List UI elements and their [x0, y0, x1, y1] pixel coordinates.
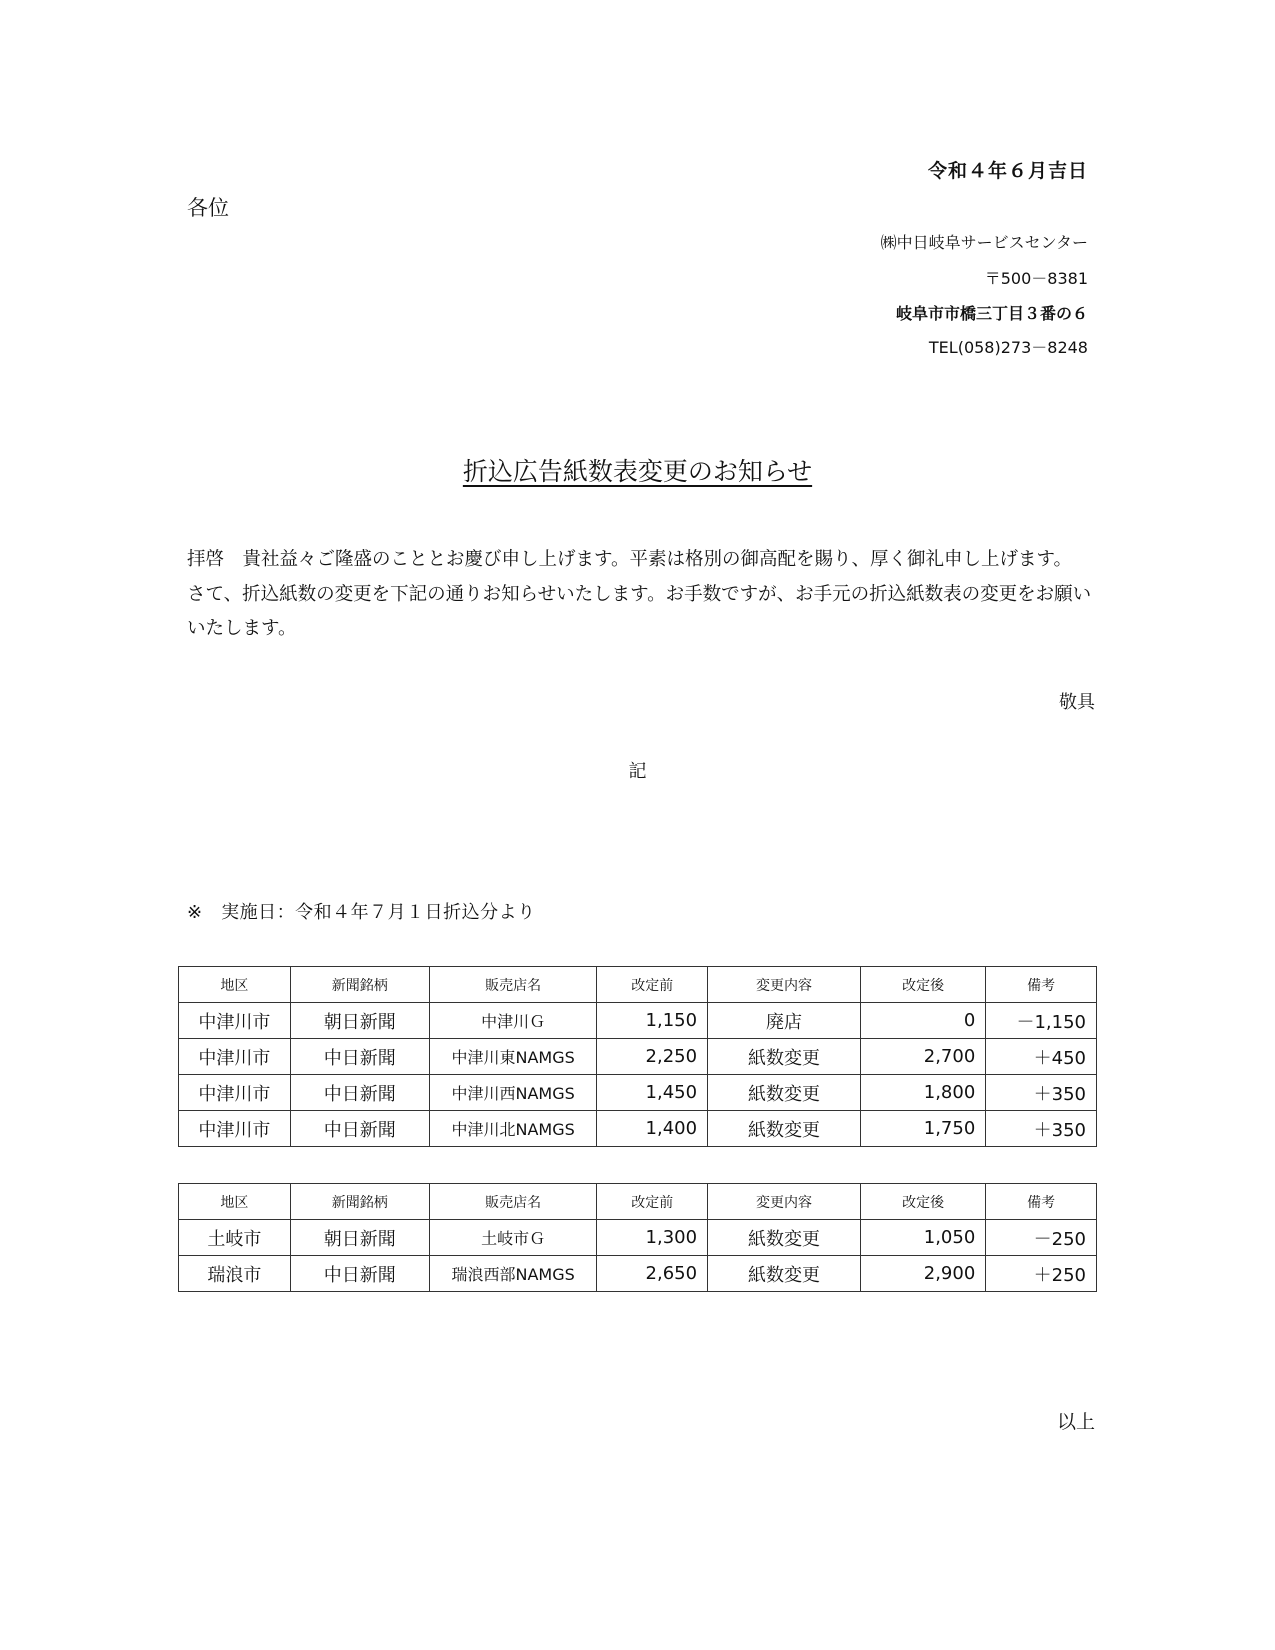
- header-store: 販売店名: [429, 967, 597, 1003]
- cell-store: 瑞浪西部NAMGS: [429, 1256, 597, 1292]
- header-before: 改定前: [597, 967, 708, 1003]
- header-newspaper: 新聞銘柄: [290, 967, 429, 1003]
- header-newspaper: 新聞銘柄: [290, 1184, 429, 1220]
- cell-after: 1,800: [860, 1075, 985, 1111]
- cell-store: 土岐市Ｇ: [429, 1220, 597, 1256]
- header-note: 備考: [986, 967, 1097, 1003]
- sender-address: 岐阜市市橋三丁目３番の６: [895, 304, 1088, 323]
- cell-newspaper: 中日新聞: [290, 1256, 429, 1292]
- cell-note: ＋350: [986, 1111, 1097, 1147]
- cell-before: 1,300: [597, 1220, 708, 1256]
- cell-change: 紙数変更: [708, 1039, 861, 1075]
- table-row: [179, 1111, 1097, 1147]
- cell-area: 瑞浪市: [179, 1256, 291, 1292]
- header-after: 改定後: [860, 967, 985, 1003]
- header-note: 備考: [986, 1184, 1097, 1220]
- body-text: [187, 543, 1095, 647]
- table-row: [179, 1256, 1097, 1292]
- cell-before: 1,450: [597, 1075, 708, 1111]
- cell-change: 廃店: [708, 1003, 861, 1039]
- document-date: 令和４年６月吉日: [927, 160, 1088, 182]
- cell-after: 1,750: [860, 1111, 985, 1147]
- cell-after: 0: [860, 1003, 985, 1039]
- cell-before: 1,150: [597, 1003, 708, 1039]
- cell-newspaper: 中日新聞: [290, 1111, 429, 1147]
- cell-area: 中津川市: [179, 1003, 291, 1039]
- cell-newspaper: 朝日新聞: [290, 1220, 429, 1256]
- cell-area: 中津川市: [179, 1111, 291, 1147]
- cell-change: 紙数変更: [708, 1075, 861, 1111]
- header-change: 変更内容: [708, 967, 861, 1003]
- body-paragraph-notice: さて、折込紙数の変更を下記の通りお知らせいたします。お手数ですが、お手元の折込紙数表の変更をお願いいたします。: [187, 583, 1092, 639]
- body-paragraph-greeting: 拝啓 貴社益々ご隆盛のこととお慶び申し上げます。平素は格別の御高配を賜り、厚く御礼申し上げます。: [187, 549, 1073, 570]
- cell-note: ＋350: [986, 1075, 1097, 1111]
- table-row: [179, 1003, 1097, 1039]
- change-table-toki-mizunami: [178, 1183, 1097, 1292]
- document-title: 折込広告紙数表変更のお知らせ: [462, 457, 813, 486]
- sender-tel: TEL(058)273－8248: [928, 338, 1088, 357]
- closing-keigu: 敬具: [1059, 692, 1095, 713]
- header-area: 地区: [179, 967, 291, 1003]
- sender-postal-code: 〒500－8381: [984, 269, 1088, 288]
- ki-heading: 記: [628, 761, 647, 782]
- cell-store: 中津川東NAMGS: [429, 1039, 597, 1075]
- table-header-row: [179, 967, 1097, 1003]
- cell-after: 2,700: [860, 1039, 985, 1075]
- header-after: 改定後: [860, 1184, 985, 1220]
- addressee: 各位: [187, 196, 229, 220]
- cell-change: 紙数変更: [708, 1111, 861, 1147]
- cell-note: ＋250: [986, 1256, 1097, 1292]
- cell-change: 紙数変更: [708, 1256, 861, 1292]
- sender-company: ㈱中日岐阜サービスセンター: [880, 233, 1088, 252]
- cell-area: 中津川市: [179, 1075, 291, 1111]
- cell-area: 土岐市: [179, 1220, 291, 1256]
- cell-note: ＋450: [986, 1039, 1097, 1075]
- cell-after: 2,900: [860, 1256, 985, 1292]
- cell-before: 1,400: [597, 1111, 708, 1147]
- cell-newspaper: 朝日新聞: [290, 1003, 429, 1039]
- header-change: 変更内容: [708, 1184, 861, 1220]
- implementation-date: ※ 実施日：令和４年７月１日折込分より: [187, 902, 536, 923]
- header-store: 販売店名: [429, 1184, 597, 1220]
- cell-before: 2,250: [597, 1039, 708, 1075]
- closing-ijou: 以上: [1056, 1411, 1095, 1433]
- cell-before: 2,650: [597, 1256, 708, 1292]
- table-row: [179, 1075, 1097, 1111]
- table-row: [179, 1220, 1097, 1256]
- cell-newspaper: 中日新聞: [290, 1039, 429, 1075]
- cell-store: 中津川西NAMGS: [429, 1075, 597, 1111]
- cell-note: －250: [986, 1220, 1097, 1256]
- cell-newspaper: 中日新聞: [290, 1075, 429, 1111]
- cell-area: 中津川市: [179, 1039, 291, 1075]
- cell-note: －1,150: [986, 1003, 1097, 1039]
- header-before: 改定前: [597, 1184, 708, 1220]
- cell-change: 紙数変更: [708, 1220, 861, 1256]
- cell-store: 中津川北NAMGS: [429, 1111, 597, 1147]
- cell-after: 1,050: [860, 1220, 985, 1256]
- change-table-nakatsugawa: [178, 966, 1097, 1147]
- table-header-row: [179, 1184, 1097, 1220]
- cell-store: 中津川Ｇ: [429, 1003, 597, 1039]
- header-area: 地区: [179, 1184, 291, 1220]
- table-row: [179, 1039, 1097, 1075]
